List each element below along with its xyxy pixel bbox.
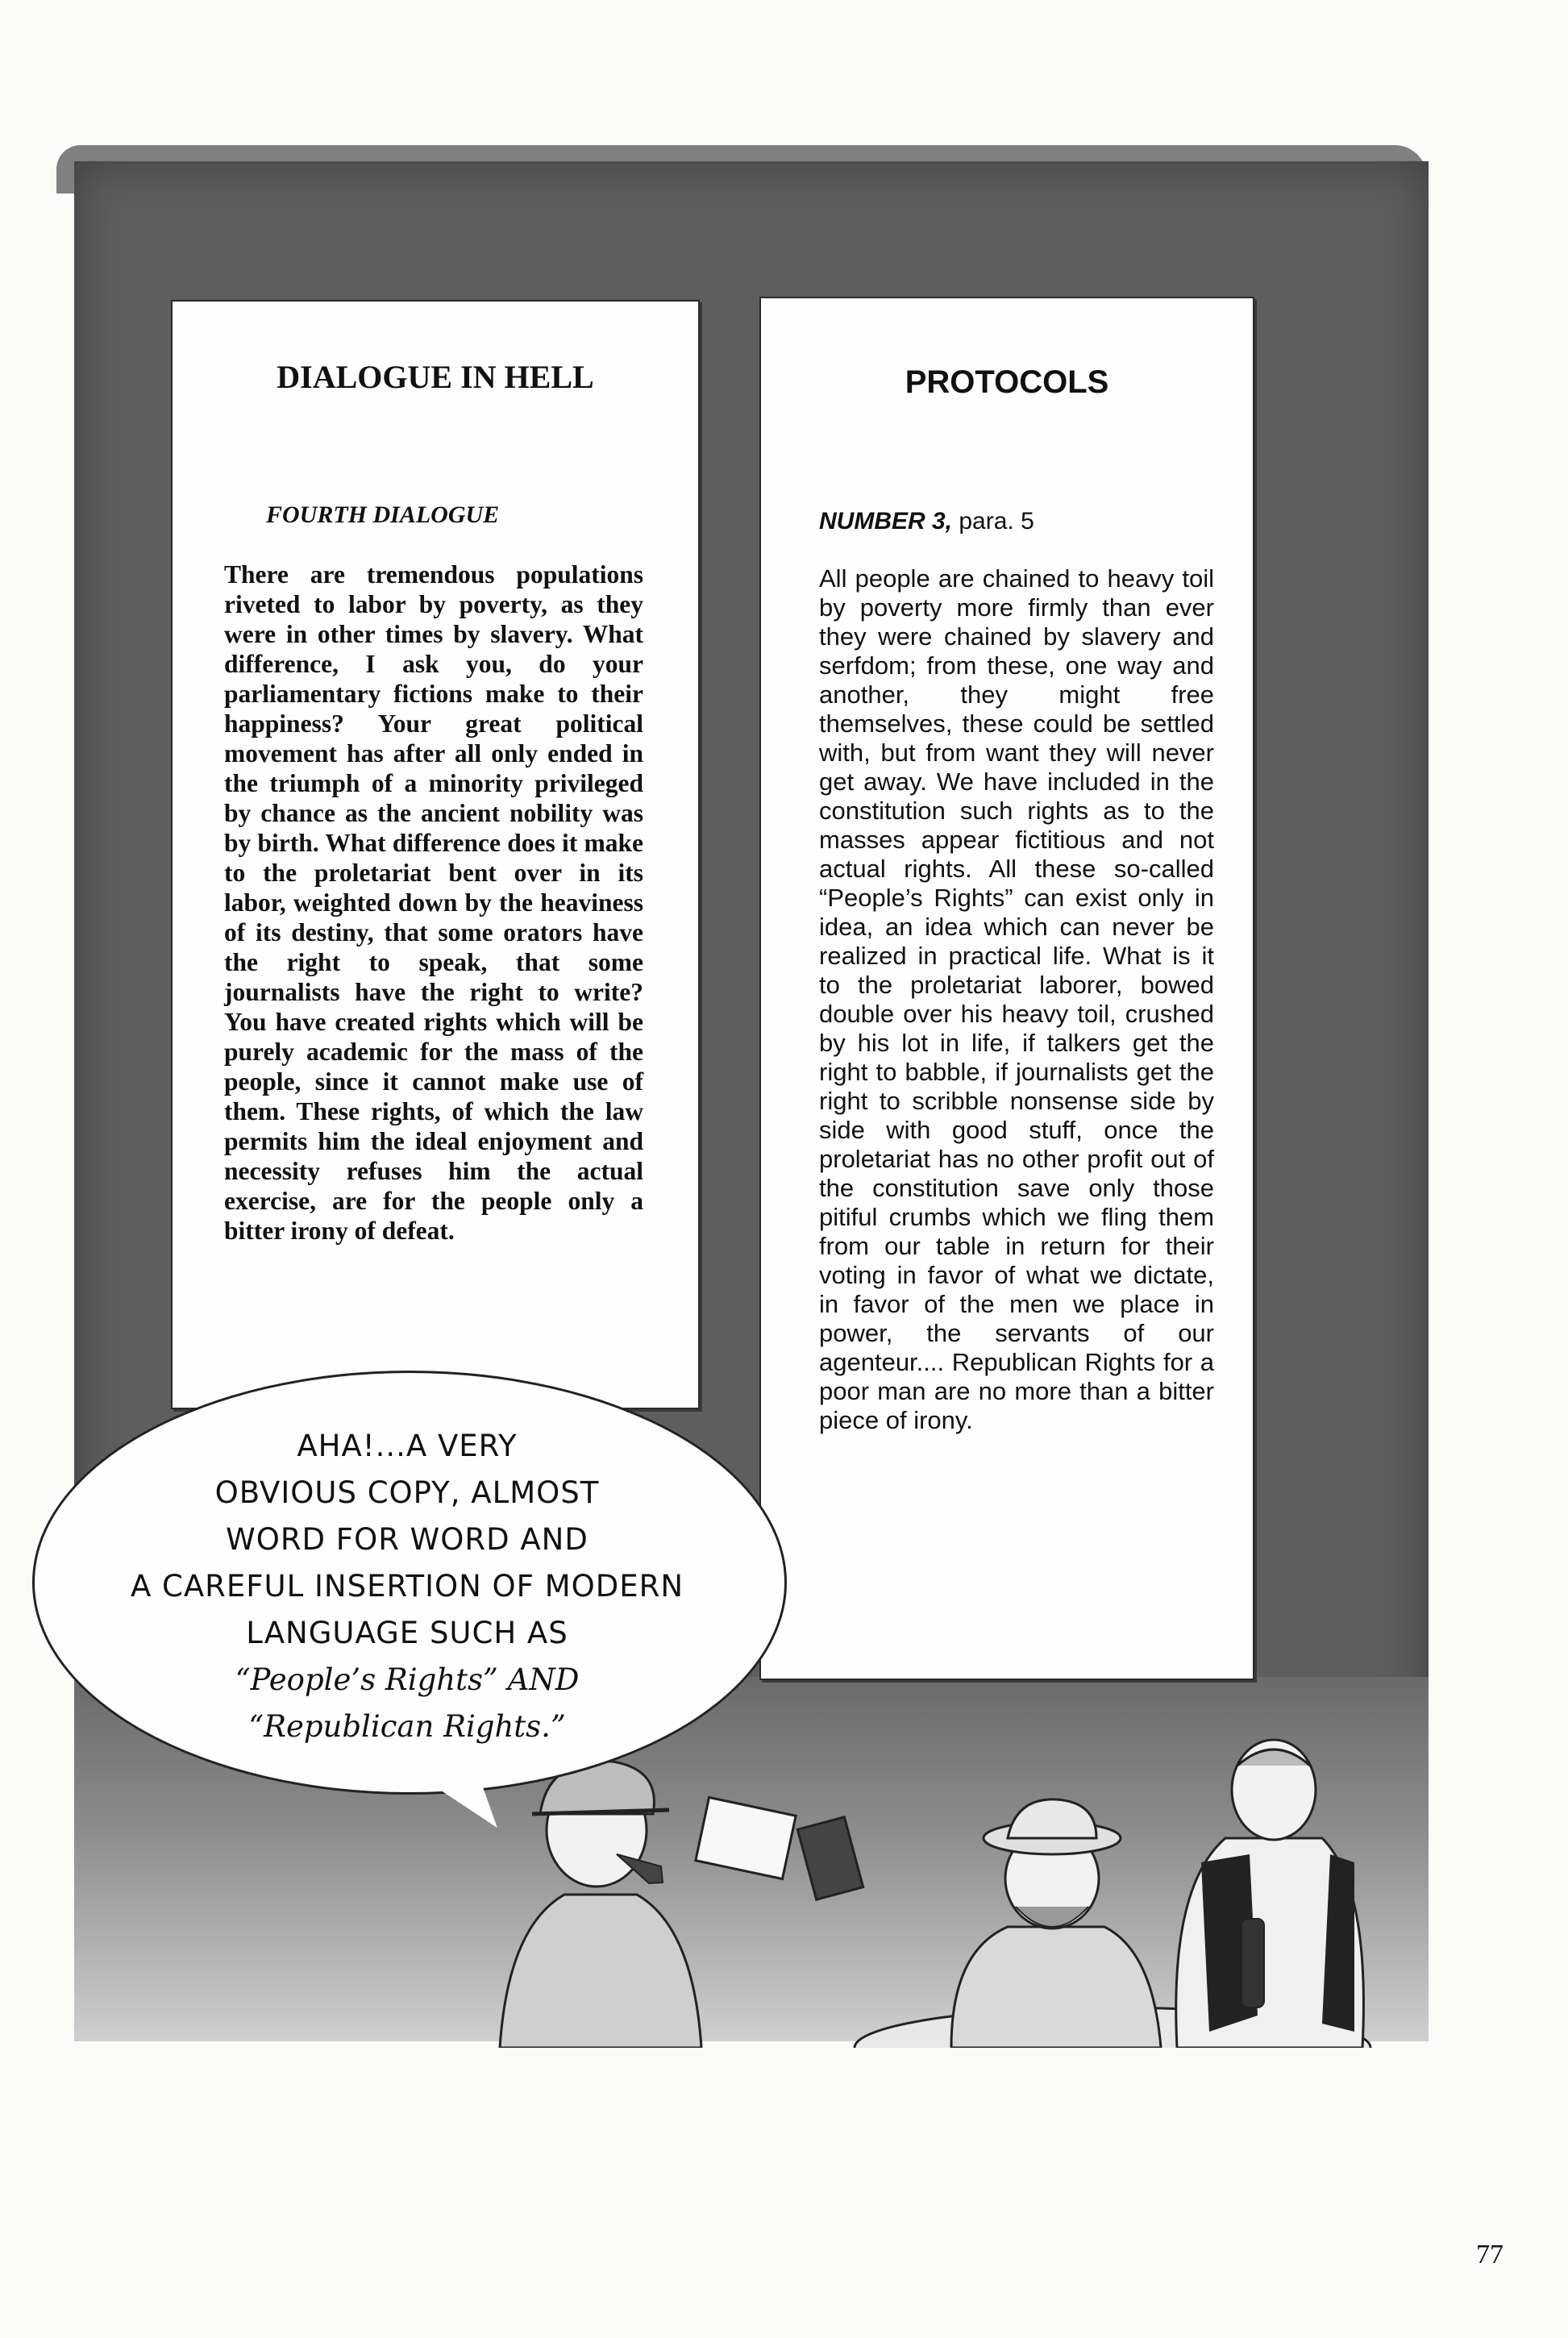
protocols-title: PROTOCOLS <box>905 364 1109 400</box>
dialogue-in-hell-page <box>171 300 700 1409</box>
bubble-line-3: WORD FOR WORD AND <box>226 1522 589 1557</box>
dialogue-subtitle: FOURTH DIALOGUE <box>266 501 500 528</box>
speech-bubble-text <box>56 1423 758 1750</box>
protocols-number: NUMBER 3, <box>819 508 953 535</box>
bubble-line-5: LANGUAGE SUCH AS <box>246 1616 568 1650</box>
bubble-line-4: A CAREFUL INSERTION OF MODERN <box>130 1569 684 1604</box>
bubble-line-1: AHA!...A VERY <box>297 1429 518 1463</box>
waiter-figure <box>1176 1740 1364 2048</box>
bubble-line-6: “People’s Rights” AND <box>235 1662 580 1697</box>
dialogue-title: DIALOGUE IN HELL <box>277 359 594 395</box>
protocols-subtitle <box>819 508 1034 535</box>
protocols-body-text: All people are chained to heavy toil by poverty more firmly than ever they were chained by slavery and serfdom; from these, one way and another, they might free themselves, these could be settled with, but from want they will never get away. We have included in the constitution such rights as to the masses appear fictitious and not actual rights. All these so-called “People’s Rights” can exist only in idea, an idea which can never be realized in practical life. What is it to the proletariat laborer, bowed double over his heavy toil, crushed by his lot in life, if talkers get the right to babble, if journalists get the right to scribble nonsense side by side with good stuff, once the proletariat has no other profit out of the constitution save only those pitiful crumbs which we fling them from our table in return for their voting in favor of what we dictate, in favor of the men we place in power, the servants of our agenteur.... Republican Rights for a poor man are no more than a bitter piece of irony. <box>819 564 1214 1434</box>
tavern-figures-illustration <box>451 1725 1403 2048</box>
page-number: 77 <box>1476 2240 1504 2269</box>
protocols-para: para. 5 <box>959 508 1034 535</box>
dialogue-body-text: There are tremendous populations riveted to labor by poverty, as they were in other times by slavery. What difference, I ask you, do your parliamentary fictions make to their happiness? Your great political movement has after all only ended in the triumph of a minority privileged by chance as the ancient nobility was by birth. What difference does it make to the proletariat bent over in its labor, weighted down by the heaviness of its destiny, that some orators have the right to speak, that some journalists have the right to write? You have created rights which will be purely academic for the mass of the people, since it cannot make use of them. These rights, of which the law permits him the ideal enjoyment and necessity refuses him the actual exercise, are for the people only a bitter irony of defeat. <box>224 560 643 1245</box>
bubble-line-7: “Republican Rights.” <box>248 1709 566 1744</box>
bubble-line-2: OBVIOUS COPY, ALMOST <box>214 1475 600 1510</box>
seated-man-figure <box>951 1799 1161 2048</box>
detective-figure <box>500 1762 863 2048</box>
protocols-page <box>759 297 1254 1680</box>
